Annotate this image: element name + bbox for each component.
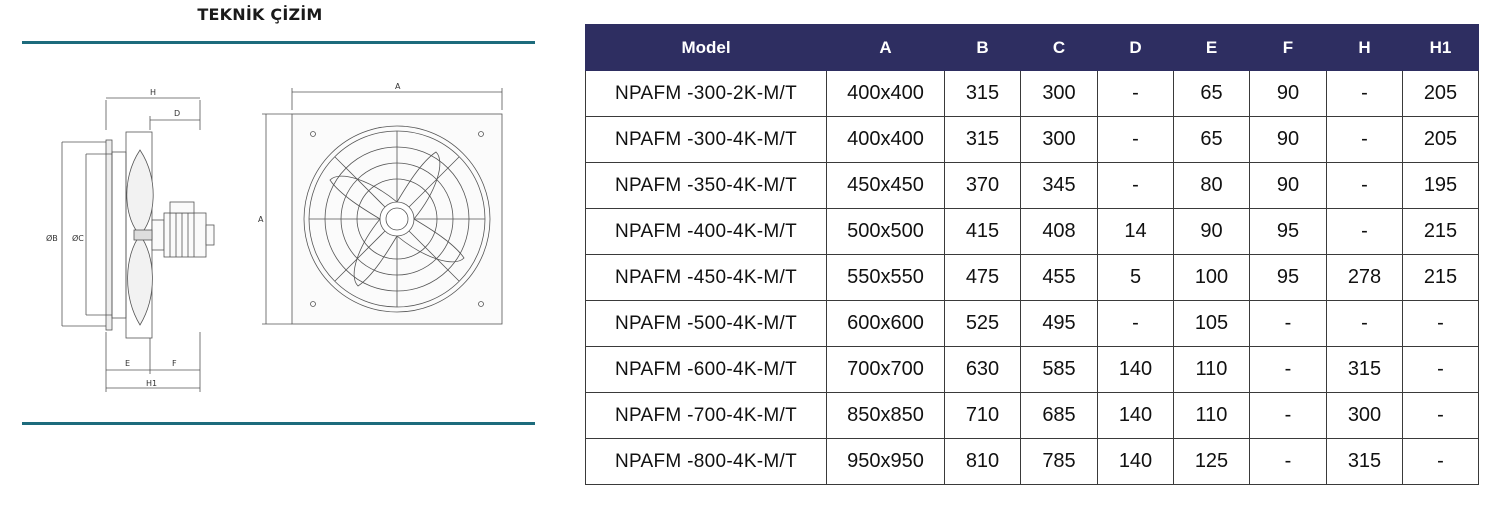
dim-label-a-top: A — [395, 82, 401, 91]
col-header-f: F — [1250, 25, 1327, 71]
table-row — [586, 439, 1479, 485]
cell-h: 315 — [1327, 439, 1403, 485]
col-header-model: Model — [586, 25, 827, 71]
cell-b: 525 — [945, 301, 1021, 347]
col-header-c: C — [1021, 25, 1098, 71]
cell-d: - — [1098, 301, 1174, 347]
cell-h1: - — [1403, 301, 1479, 347]
cell-h1: 215 — [1403, 209, 1479, 255]
cell-c: 785 — [1021, 439, 1098, 485]
cell-h: - — [1327, 71, 1403, 117]
cell-model: NPAFM -300-2K-M/T — [586, 71, 827, 117]
cell-h: - — [1327, 301, 1403, 347]
cell-f: - — [1250, 347, 1327, 393]
cell-c: 408 — [1021, 209, 1098, 255]
col-header-b: B — [945, 25, 1021, 71]
cell-h1: - — [1403, 347, 1479, 393]
cell-c: 455 — [1021, 255, 1098, 301]
cell-h: 278 — [1327, 255, 1403, 301]
cell-a: 850x850 — [827, 393, 945, 439]
cell-e: 125 — [1174, 439, 1250, 485]
cell-c: 495 — [1021, 301, 1098, 347]
cell-h: - — [1327, 209, 1403, 255]
col-header-d: D — [1098, 25, 1174, 71]
cell-h: 315 — [1327, 347, 1403, 393]
dim-label-h1: H1 — [146, 379, 158, 388]
cell-e: 65 — [1174, 71, 1250, 117]
cell-f: 90 — [1250, 163, 1327, 209]
cell-model: NPAFM -450-4K-M/T — [586, 255, 827, 301]
cell-h1: 215 — [1403, 255, 1479, 301]
cell-b: 810 — [945, 439, 1021, 485]
front-view — [262, 88, 502, 324]
cell-model: NPAFM -500-4K-M/T — [586, 301, 827, 347]
cell-model: NPAFM -800-4K-M/T — [586, 439, 827, 485]
col-header-e: E — [1174, 25, 1250, 71]
technical-drawing — [40, 70, 520, 410]
cell-c: 345 — [1021, 163, 1098, 209]
dim-label-f: F — [172, 359, 177, 368]
cell-b: 315 — [945, 71, 1021, 117]
cell-e: 100 — [1174, 255, 1250, 301]
cell-a: 400x400 — [827, 71, 945, 117]
table-row — [586, 117, 1479, 163]
dim-label-e: E — [125, 359, 131, 368]
cell-d: 14 — [1098, 209, 1174, 255]
table-row — [586, 255, 1479, 301]
cell-c: 300 — [1021, 117, 1098, 163]
section-title: TEKNİK ÇİZİM — [197, 5, 323, 24]
cell-h: - — [1327, 117, 1403, 163]
cell-a: 400x400 — [827, 117, 945, 163]
cell-h1: - — [1403, 439, 1479, 485]
cell-model: NPAFM -350-4K-M/T — [586, 163, 827, 209]
table-row — [586, 163, 1479, 209]
cell-f: 90 — [1250, 71, 1327, 117]
cell-d: 140 — [1098, 393, 1174, 439]
table-row — [586, 393, 1479, 439]
cell-e: 105 — [1174, 301, 1250, 347]
cell-e: 65 — [1174, 117, 1250, 163]
col-header-h1: H1 — [1403, 25, 1479, 71]
cell-e: 90 — [1174, 209, 1250, 255]
cell-b: 475 — [945, 255, 1021, 301]
bottom-divider — [22, 422, 535, 425]
table-row — [586, 347, 1479, 393]
cell-a: 550x550 — [827, 255, 945, 301]
cell-d: 5 — [1098, 255, 1174, 301]
cell-e: 110 — [1174, 347, 1250, 393]
cell-h: - — [1327, 163, 1403, 209]
dim-label-a-side: A — [258, 215, 264, 224]
cell-a: 500x500 — [827, 209, 945, 255]
cell-b: 370 — [945, 163, 1021, 209]
cell-a: 950x950 — [827, 439, 945, 485]
cell-f: 90 — [1250, 117, 1327, 163]
cell-model: NPAFM -400-4K-M/T — [586, 209, 827, 255]
col-header-a: A — [827, 25, 945, 71]
cell-h1: - — [1403, 393, 1479, 439]
cell-h: 300 — [1327, 393, 1403, 439]
dim-label-h: H — [150, 88, 157, 97]
cell-b: 415 — [945, 209, 1021, 255]
cell-h1: 205 — [1403, 117, 1479, 163]
cell-d: - — [1098, 71, 1174, 117]
cell-d: - — [1098, 117, 1174, 163]
cell-c: 685 — [1021, 393, 1098, 439]
cell-f: - — [1250, 393, 1327, 439]
col-header-h: H — [1327, 25, 1403, 71]
cell-f: 95 — [1250, 255, 1327, 301]
cell-a: 450x450 — [827, 163, 945, 209]
cell-e: 80 — [1174, 163, 1250, 209]
cell-model: NPAFM -300-4K-M/T — [586, 117, 827, 163]
cell-a: 700x700 — [827, 347, 945, 393]
cell-b: 630 — [945, 347, 1021, 393]
table-row — [586, 71, 1479, 117]
cell-c: 585 — [1021, 347, 1098, 393]
cell-f: - — [1250, 301, 1327, 347]
top-divider — [22, 41, 535, 44]
dim-label-d: D — [174, 109, 181, 118]
cell-h1: 195 — [1403, 163, 1479, 209]
cell-f: 95 — [1250, 209, 1327, 255]
cell-b: 315 — [945, 117, 1021, 163]
cell-b: 710 — [945, 393, 1021, 439]
cell-f: - — [1250, 439, 1327, 485]
side-view — [62, 98, 214, 392]
dim-label-b: ØB — [46, 234, 58, 243]
table-header-row — [586, 25, 1479, 71]
cell-d: 140 — [1098, 439, 1174, 485]
cell-model: NPAFM -600-4K-M/T — [586, 347, 827, 393]
cell-model: NPAFM -700-4K-M/T — [586, 393, 827, 439]
spec-table — [585, 24, 1479, 485]
table-row — [586, 301, 1479, 347]
cell-e: 110 — [1174, 393, 1250, 439]
cell-h1: 205 — [1403, 71, 1479, 117]
cell-c: 300 — [1021, 71, 1098, 117]
cell-d: - — [1098, 163, 1174, 209]
cell-d: 140 — [1098, 347, 1174, 393]
dim-label-c: ØC — [72, 234, 84, 243]
table-row — [586, 209, 1479, 255]
cell-a: 600x600 — [827, 301, 945, 347]
